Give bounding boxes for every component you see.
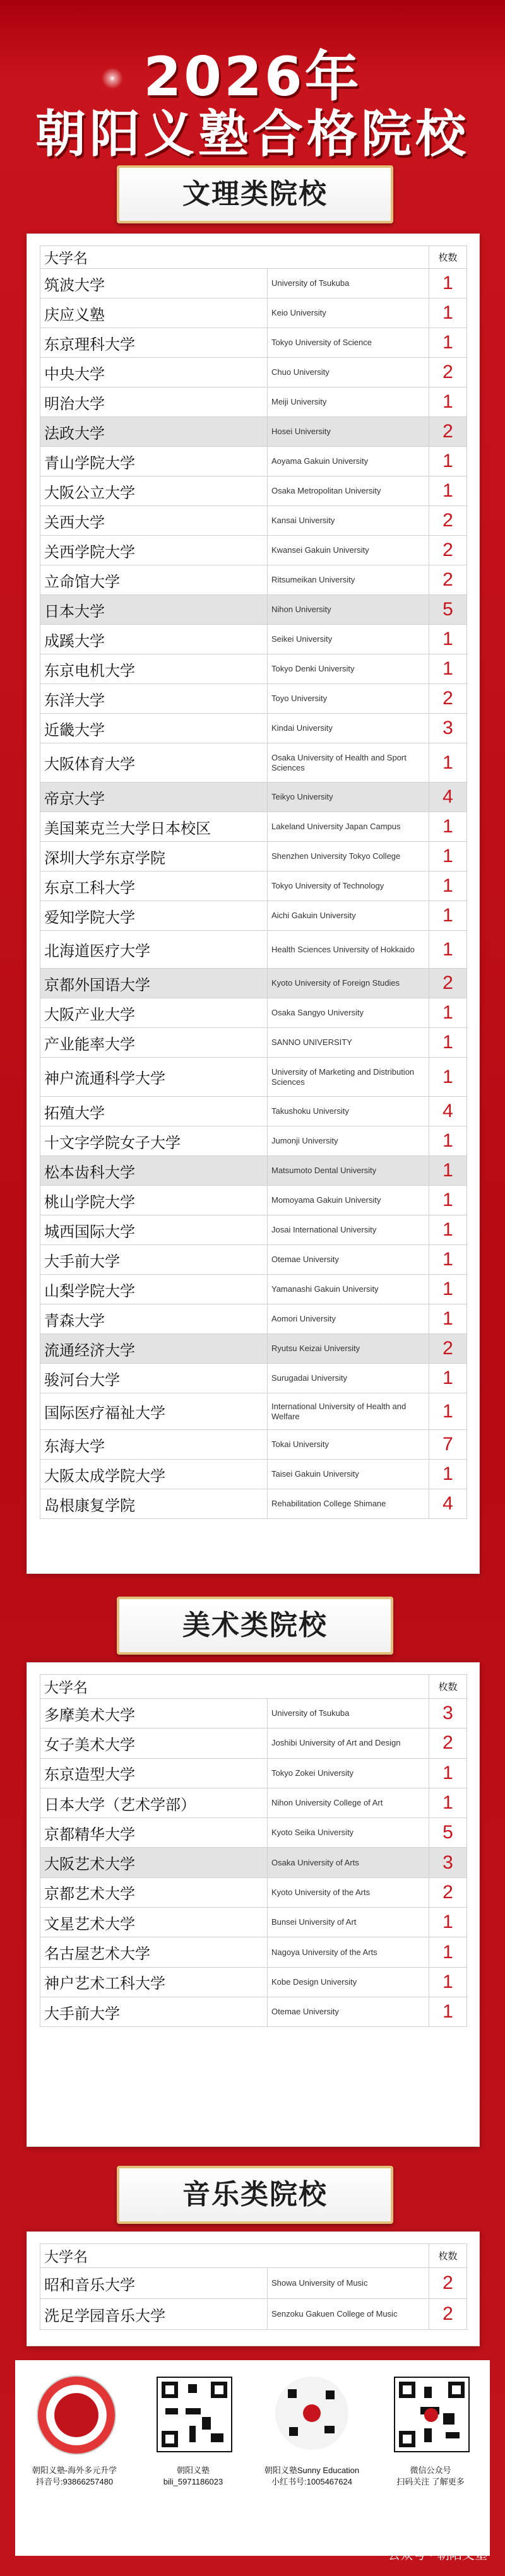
table-row [40,1848,467,1877]
university-name-cn: 国际医疗福祉大学 [40,1393,268,1430]
offer-count: 1 [429,328,467,358]
offer-count: 2 [429,684,467,714]
col-name-header: 大学名 [40,1675,429,1699]
music-table [40,2243,467,2330]
offer-count: 2 [429,1728,467,1758]
university-name-cn: 大阪产业大学 [40,998,268,1028]
table-header [40,1675,467,1699]
offer-count: 1 [429,931,467,969]
table-row [40,1460,467,1489]
offer-count: 3 [429,1848,467,1877]
university-name-cn: 东洋大学 [40,684,268,714]
university-name-cn: 日本大学（艺术学部） [40,1788,268,1817]
table-row [40,969,467,998]
university-name-en: Nagoya University of the Arts [268,1937,429,1967]
university-name-en: Keio University [268,298,429,328]
footer-account: 小红书号:1005467624 [271,2477,352,2486]
footer-item-bilibili[interactable] [134,2370,252,2541]
university-name-en: Osaka Metropolitan University [268,476,429,506]
offer-count: 2 [429,2268,467,2299]
university-name-en: Toyo University [268,684,429,714]
university-name-en: Ritsumeikan University [268,565,429,595]
table-row [40,654,467,684]
douyin-avatar-icon [37,2375,116,2455]
university-name-en: Teikyo University [268,783,429,812]
offer-count: 1 [429,387,467,417]
university-name-cn: 拓殖大学 [40,1097,268,1126]
table-row [40,1758,467,1788]
footer-item-wechat[interactable] [371,2370,490,2541]
offer-count: 5 [429,1818,467,1848]
university-name-cn: 桃山学院大学 [40,1186,268,1215]
university-name-en: Aoyama Gakuin University [268,447,429,476]
table-row [40,998,467,1028]
offer-count: 1 [429,1028,467,1058]
university-name-en: Seikei University [268,625,429,654]
offer-count: 2 [429,1877,467,1907]
table-row [40,1489,467,1519]
offer-count: 1 [429,1156,467,1186]
university-name-en: Kwansei Gakuin University [268,536,429,565]
university-name-cn: 神户艺术工科大学 [40,1967,268,1997]
university-name-en: Kobe Design University [268,1967,429,1997]
offer-count: 1 [429,1215,467,1245]
table-row [40,1393,467,1430]
university-name-en: Osaka University of Arts [268,1848,429,1877]
university-name-cn: 文星艺术大学 [40,1908,268,1937]
table-row [40,595,467,625]
university-name-en: Meiji University [268,387,429,417]
table-row [40,1097,467,1126]
table-row [40,1126,467,1156]
offer-count: 4 [429,1097,467,1126]
university-name-en: Otemae University [268,1997,429,2026]
footer-account: 扫码关注 了解更多 [396,2477,465,2486]
table-row [40,2268,467,2299]
university-name-cn: 筑波大学 [40,269,268,298]
table-row [40,1275,467,1304]
university-name-cn: 青山学院大学 [40,447,268,476]
university-name-cn: 东京电机大学 [40,654,268,684]
table-row [40,417,467,447]
university-name-en: Takushoku University [268,1097,429,1126]
university-name-en: Rehabilitation College Shimane [268,1489,429,1519]
footer-account: bili_5971186023 [163,2477,223,2486]
table-row [40,447,467,476]
table-row [40,871,467,901]
offer-count: 2 [429,969,467,998]
xiaohongshu-qr-icon [275,2377,348,2450]
offer-count: 2 [429,565,467,595]
university-name-cn: 大阪体育大学 [40,743,268,783]
university-name-cn: 北海道医疗大学 [40,931,268,969]
table-row [40,476,467,506]
university-name-en: Otemae University [268,1245,429,1275]
table-row [40,1245,467,1275]
table-row [40,1215,467,1245]
section-title-science: 文理类院校 [117,165,393,223]
offer-count: 1 [429,1997,467,2026]
col-count-header: 枚数 [429,2244,467,2268]
university-name-cn: 骏河台大学 [40,1364,268,1393]
university-name-en: Momoyama Gakuin University [268,1186,429,1215]
offer-count: 3 [429,714,467,743]
university-name-cn: 京都艺术大学 [40,1877,268,1907]
offer-count: 1 [429,447,467,476]
university-name-cn: 大阪艺术大学 [40,1848,268,1877]
table-row [40,328,467,358]
offer-count: 1 [429,743,467,783]
col-count-header: 枚数 [429,246,467,269]
university-name-cn: 女子美术大学 [40,1728,268,1758]
table-row [40,2299,467,2330]
university-name-en: Kyoto University of the Arts [268,1877,429,1907]
offer-count: 2 [429,417,467,447]
offer-count: 1 [429,812,467,842]
university-name-cn: 大阪太成学院大学 [40,1460,268,1489]
table-row [40,387,467,417]
science-panel [27,233,480,1574]
table-row [40,1937,467,1967]
table-row [40,684,467,714]
footer-label: 朝阳义塾 [176,2466,210,2475]
university-name-en: Aomori University [268,1304,429,1334]
table-row [40,1028,467,1058]
table-row [40,358,467,387]
table-row [40,269,467,298]
offer-count: 7 [429,1430,467,1460]
university-name-en: Yamanashi Gakuin University [268,1275,429,1304]
university-name-cn: 东京理科大学 [40,328,268,358]
table-header [40,2244,467,2268]
offer-count: 4 [429,783,467,812]
offer-count: 1 [429,1460,467,1489]
university-name-en: Tokai University [268,1430,429,1460]
offer-count: 1 [429,1058,467,1097]
offer-count: 1 [429,842,467,871]
art-panel [27,1662,480,2147]
table-row [40,1304,467,1334]
offer-count: 1 [429,625,467,654]
table-row [40,1058,467,1097]
offer-count: 1 [429,1393,467,1430]
table-row [40,1699,467,1728]
offer-count: 2 [429,1334,467,1364]
table-row [40,1156,467,1186]
university-name-cn: 岛根康复学院 [40,1489,268,1519]
offer-count: 1 [429,1126,467,1156]
university-name-cn: 多摩美术大学 [40,1699,268,1728]
university-name-cn: 流通经济大学 [40,1334,268,1364]
footer-account: 抖音号:93866257480 [35,2477,114,2486]
university-name-cn: 昭和音乐大学 [40,2268,268,2299]
university-name-cn: 京都精华大学 [40,1818,268,1848]
table-row [40,842,467,871]
year-title: 2026年 [143,45,362,109]
offer-count: 1 [429,871,467,901]
university-name-en: Showa University of Music [268,2268,429,2299]
main-title: 朝阳义塾合格院校 [35,105,470,163]
offer-count: 1 [429,1364,467,1393]
university-name-en: Senzoku Gakuen College of Music [268,2299,429,2330]
table-row [40,714,467,743]
offer-count: 2 [429,506,467,536]
table-row [40,901,467,931]
university-name-en: Osaka University of Health and Sport Sciences [268,743,429,783]
university-name-en: Aichi Gakuin University [268,901,429,931]
table-row [40,298,467,328]
offer-count: 4 [429,1489,467,1519]
section-title-music: 音乐类院校 [117,2166,393,2224]
university-name-cn: 京都外国语大学 [40,969,268,998]
university-name-en: Hosei University [268,417,429,447]
wechat-qr-icon [394,2377,470,2452]
offer-count: 3 [429,1699,467,1728]
offer-count: 2 [429,358,467,387]
university-name-cn: 明治大学 [40,387,268,417]
footer-item-douyin[interactable] [15,2370,134,2541]
offer-count: 1 [429,1758,467,1788]
university-name-en: Kyoto Seika University [268,1818,429,1848]
table-row [40,1967,467,1997]
university-name-cn: 洗足学园音乐大学 [40,2299,268,2330]
table-row [40,1997,467,2026]
table-row [40,743,467,783]
university-name-cn: 深圳大学东京学院 [40,842,268,871]
offer-count: 1 [429,1937,467,1967]
university-name-en: University of Marketing and Distribution Sciences [268,1058,429,1097]
university-name-cn: 大阪公立大学 [40,476,268,506]
offer-count: 2 [429,2299,467,2330]
university-name-cn: 东京工科大学 [40,871,268,901]
university-name-en: Kyoto University of Foreign Studies [268,969,429,998]
university-name-en: Joshibi University of Art and Design [268,1728,429,1758]
university-name-cn: 日本大学 [40,595,268,625]
offer-count: 1 [429,1967,467,1997]
university-name-en: Kindai University [268,714,429,743]
university-name-en: Nihon University College of Art [268,1788,429,1817]
table-row [40,1186,467,1215]
table-row [40,1334,467,1364]
offer-count: 1 [429,298,467,328]
university-name-cn: 产业能率大学 [40,1028,268,1058]
table-row [40,1364,467,1393]
offer-count: 1 [429,1788,467,1817]
offer-count: 1 [429,1186,467,1215]
university-name-en: University of Tsukuba [268,269,429,298]
table-row [40,1728,467,1758]
university-name-cn: 爱知学院大学 [40,901,268,931]
university-name-cn: 法政大学 [40,417,268,447]
university-name-cn: 立命馆大学 [40,565,268,595]
table-row [40,1788,467,1817]
university-name-en: Lakeland University Japan Campus [268,812,429,842]
offer-count: 1 [429,1304,467,1334]
table-row [40,1877,467,1907]
offer-count: 1 [429,1245,467,1275]
section-title-art: 美术类院校 [117,1597,393,1655]
university-name-en: Shenzhen University Tokyo College [268,842,429,871]
university-name-cn: 大手前大学 [40,1997,268,2026]
table-row [40,931,467,969]
offer-count: 1 [429,998,467,1028]
university-name-cn: 山梨学院大学 [40,1275,268,1304]
university-name-cn: 松本齿科大学 [40,1156,268,1186]
footer-label: 朝阳义塾-海外多元升学 [32,2466,117,2475]
university-name-en: Josai International University [268,1215,429,1245]
university-name-cn: 美国莱克兰大学日本校区 [40,812,268,842]
university-name-en: Chuo University [268,358,429,387]
university-name-en: SANNO UNIVERSITY [268,1028,429,1058]
table-row [40,1430,467,1460]
university-name-en: Nihon University [268,595,429,625]
university-name-cn: 成蹊大学 [40,625,268,654]
offer-count: 1 [429,1275,467,1304]
offer-count: 1 [429,1908,467,1937]
footer-label: 微信公众号 [410,2466,451,2475]
university-name-cn: 十文字学院女子大学 [40,1126,268,1156]
table-header [40,246,467,269]
bilibili-qr-icon [157,2377,232,2452]
offer-count: 1 [429,654,467,684]
university-name-cn: 中央大学 [40,358,268,387]
university-name-en: Surugadai University [268,1364,429,1393]
col-name-header: 大学名 [40,2244,429,2268]
table-row [40,1908,467,1937]
university-name-cn: 关西学院大学 [40,536,268,565]
university-name-en: Bunsei University of Art [268,1908,429,1937]
offer-count: 1 [429,476,467,506]
table-row [40,1818,467,1848]
university-name-cn: 大手前大学 [40,1245,268,1275]
university-name-cn: 帝京大学 [40,783,268,812]
university-name-cn: 名古屋艺术大学 [40,1937,268,1967]
col-count-header: 枚数 [429,1675,467,1699]
university-name-en: Jumonji University [268,1126,429,1156]
university-name-cn: 东京造型大学 [40,1758,268,1788]
university-name-en: Osaka Sangyo University [268,998,429,1028]
offer-count: 1 [429,269,467,298]
table-row [40,565,467,595]
university-name-en: Health Sciences University of Hokkaido [268,931,429,969]
university-name-en: Tokyo Denki University [268,654,429,684]
table-row [40,783,467,812]
offer-count: 1 [429,901,467,931]
university-name-cn: 神户流通科学大学 [40,1058,268,1097]
university-name-en: Tokyo Zokei University [268,1758,429,1788]
offer-count: 2 [429,536,467,565]
table-row [40,812,467,842]
table-row [40,536,467,565]
music-panel [27,2231,480,2346]
university-name-en: University of Tsukuba [268,1699,429,1728]
university-name-en: Tokyo University of Technology [268,871,429,901]
university-name-cn: 东海大学 [40,1430,268,1460]
university-name-en: Matsumoto Dental University [268,1156,429,1186]
university-name-en: Kansai University [268,506,429,536]
footer-item-xiaohongshu[interactable] [252,2370,371,2541]
watermark: 公众号 · 朝阳义塾 [388,2548,487,2562]
footer [15,2360,490,2556]
university-name-en: Ryutsu Keizai University [268,1334,429,1364]
university-name-cn: 庆应义塾 [40,298,268,328]
university-name-cn: 城西国际大学 [40,1215,268,1245]
footer-label: 朝阳义塾Sunny Education [264,2466,360,2475]
university-name-en: International University of Health and Welfare [268,1393,429,1430]
university-name-cn: 青森大学 [40,1304,268,1334]
university-name-en: Tokyo University of Science [268,328,429,358]
university-name-cn: 近畿大学 [40,714,268,743]
table-row [40,506,467,536]
university-name-cn: 关西大学 [40,506,268,536]
science-table [40,245,467,1519]
university-name-en: Taisei Gakuin University [268,1460,429,1489]
table-row [40,625,467,654]
art-table [40,1674,467,2027]
col-name-header: 大学名 [40,246,429,269]
offer-count: 5 [429,595,467,625]
